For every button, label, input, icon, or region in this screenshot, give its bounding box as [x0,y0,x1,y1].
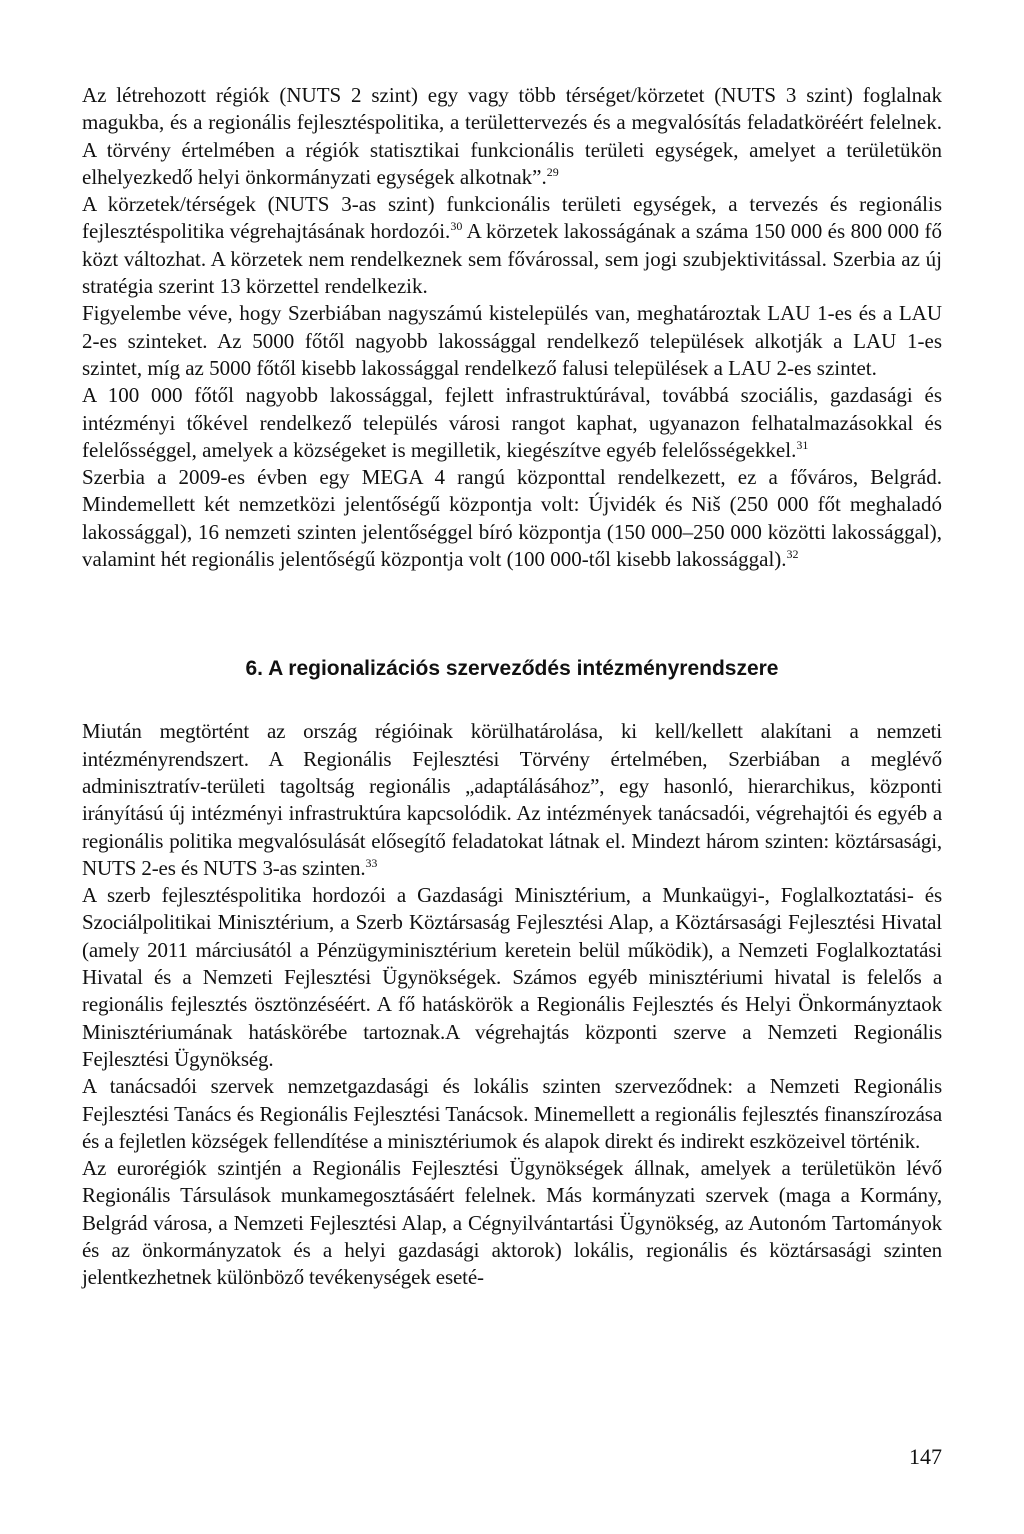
paragraph-euroregions: Az eurorégiók szintjén a Regionális Fejlesztési Ügynökségek állnak, amelyek a területükön lévő Regionális Társulások munkamegosztásáért felelnek. Más kormányzati szervek (maga a Kormány, Belgrád városa, a Nemzeti Fejlesztési Alap, a Cégnyilvántartási Ügynökség, az Autonóm Tartományok és az önkormányzatok és a helyi gazdasági aktorok) lokális, regionális és köztársasági szinten jelentkezhetnek különböző tevékenységek eseté- [82,1156,942,1290]
section-heading: 6. A regionalizációs szerveződés intézményrendszere [245,657,779,681]
page-body [82,82,942,1292]
footnote-ref: 33 [365,855,378,870]
paragraph-institution-system: Miután megtörtént az ország régióinak körülhatárolása, ki kell/kellett alakítani a nemzeti intézményrendszert. A Regionális Fejlesztési Törvény értelmében, Szerbiában a meglévő adminisztratív-területi tagoltság regionális „adaptálásához”, egy hasonló, hierarchikus, központi irányítású új intézményi infrastruktúra kapcsolódik. Az intézmények tanácsadói, végrehajtói és egyéb a regionális politika megvalósulását elősegítő feladatokat látnak el. Mindezt három szinten: köztársasági, NUTS 2-es és NUTS 3-as szinten.$^{33}$ [82,719,942,880]
paragraph-centres: Szerbia a 2009-es évben egy MEGA 4 rangú központtal rendelkezett, ez a főváros, Belgrád. Mindemellett két nemzetközi jelentőségű központja volt: Újvidék és Niš (250 000 főt meghaladó lakossággal), 16 nemzeti szinten jelentőséggel bíró központja (150 000–250 000 közötti lakossággal), valamint hét regionális jelentőségű központja volt (100 000-től kisebb lakossággal).$^{32}$ [82,465,942,572]
paragraph-city-rank: A 100 000 főtől nagyobb lakossággal, fejlett infrastruktúrával, továbbá szociális, gazdasági és intézményi tőkével rendelkező település városi rangot kaphat, ugyanazon felhatalmazásokkal és felelősséggel, amelyek a községeket is megilletik, kiegészítve egyéb felelősségekkel.$^{31}$ [82,383,942,462]
paragraph-lau-levels: Figyelembe véve, hogy Szerbiában nagyszámú kistelepülés van, meghatároztak LAU 1-es és a LAU 2-es szinteket. Az 5000 főtől nagyobb lakossággal rendelkező települések alkotják a LAU 1-es szintet, míg az 5000 főtől kisebb lakossággal rendelkező falusi települések a LAU 2-es szintet. [82,301,942,380]
paragraph-districts: A körzetek/térségek (NUTS 3-as szint) funkcionális területi egységek, a tervezés és regionális fejlesztéspolitika végrehajtásának hordozói.$^{30}$ A körzetek lakosságának a száma 150 000 és 800 000 fő közt változhat. A körzetek nem rendelkeznek sem fővárossal, sem jogi szubjektivitással. Szerbia az új stratégia szerint 13 körzettel rendelkezik. [82,192,942,299]
page-number: 147 [909,1444,942,1469]
section-regions [82,82,942,573]
footnote-ref: 32 [786,547,799,562]
footnote-ref: 30 [450,219,463,234]
paragraph-regions-definition: Az létrehozott régiók (NUTS 2 szint) egy vagy több térséget/körzetet (NUTS 3 szint) foglalnak magukba, és a regionális fejlesztéspolitika, a területtervezés és a megvalósítás feladatköréért felelnek. A törvény értelmében a régiók statisztikai funkcionális területi egységek, amelyet a területükön elhelyezkedő helyi önkormányzati egységek alkotnak”.$^{29}$ [82,83,942,189]
footnote-ref: 31 [796,437,809,452]
paragraph-advisory-bodies: A tanácsadói szervek nemzetgazdasági és lokális szinten szerveződnek: a Nemzeti Regionális Fejlesztési Tanács és Regionális Fejlesztési Tanácsok. Minemellett a regionális fejlesztés finanszírozása és a fejletlen községek fellendítése a minisztériumok és alapok direkt és indirekt eszközeivel történik. [82,1074,942,1153]
section-institutions [82,718,942,1291]
footnote-ref: 29 [546,164,559,179]
paragraph-policy-actors: A szerb fejlesztéspolitika hordozói a Gazdasági Minisztérium, a Munkaügyi-, Foglalkoztatási- és Szociálpolitikai Minisztérium, a Szerb Köztársaság Fejlesztési Alap, a Köztársasági Fejlesztési Hivatal (amely 2011 márciusától a Pénzügyminisztérium keretein belül működik), a Nemzeti Foglalkoztatási Hivatal és a Nemzeti Fejlesztési Ügynökségek. Számos egyéb minisztériumi hivatal is felelős a regionális fejlesztés ösztönzéséért. A fő hatáskörök a Regionális Fejlesztés és Helyi Önkormányztaok Minisztériumának hatáskörébe tartoznak.A végrehajtás központi szerve a Nemzeti Regionális Fejlesztési Ügynökség. [82,883,942,1071]
